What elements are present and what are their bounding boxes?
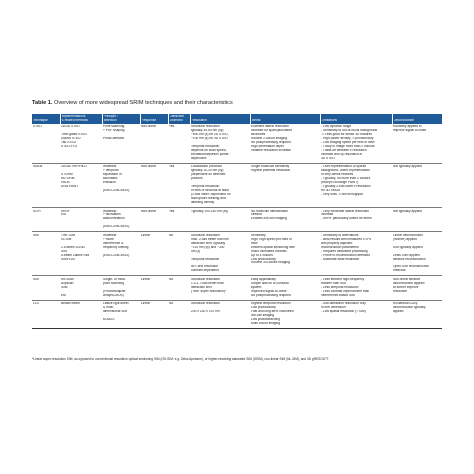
cell-line: dimensional SIM bbox=[103, 309, 128, 313]
cell-line: + fluctuation bbox=[103, 213, 121, 217]
cell-line: Time-gated STED bbox=[61, 133, 87, 137]
cell-line: Airyscan bbox=[61, 281, 74, 285]
cell-line: ~600 nm (z) for 2D STED, bbox=[191, 133, 229, 137]
cell-line: applied bbox=[393, 309, 404, 313]
cell-line: - Best results with measured OTFs bbox=[321, 237, 372, 241]
cell-line: Structural resolution bbox=[191, 233, 220, 237]
cell-line: Improved signal-to-noise bbox=[251, 289, 287, 293]
cell-line: (Wiener) applied bbox=[393, 237, 417, 241]
cell-line: SOFI bbox=[33, 209, 41, 213]
header-resolution bbox=[190, 114, 250, 124]
cell-deconvolution bbox=[392, 276, 442, 300]
cell-line: Linear bbox=[141, 277, 151, 281]
cell-line: High penetration depth bbox=[251, 145, 284, 149]
cell-line: dependent bbox=[191, 157, 207, 161]
cell-line: sCMOS bbox=[103, 317, 115, 321]
cell-implementations bbox=[60, 208, 102, 232]
cell-line: iSIM bbox=[61, 285, 68, 289]
cell-line: view bbox=[251, 241, 258, 245]
table-row bbox=[32, 208, 442, 232]
cell-line: - Sensitivity to aberrations bbox=[321, 233, 359, 237]
cell-line: deconvolution typically bbox=[393, 306, 426, 310]
cell-line: increase for spars/punctated bbox=[251, 129, 293, 133]
cell-line: much-increased contrast bbox=[251, 249, 287, 253]
cell-line: Structural resolution bbox=[191, 125, 220, 129]
cell-deconvolution bbox=[392, 300, 442, 328]
header-implementations bbox=[60, 114, 102, 124]
cell-line: - Low imaging speed per field of view bbox=[321, 141, 375, 145]
cell-line: Variable resolution increase bbox=[251, 149, 291, 153]
cell-line: iterative reconstruction bbox=[393, 257, 426, 261]
table-footnote: *Linear super-resolution SIM, as opposed to conventional resolution optical sectioning SIM (OS-SIM, e.g. Zeiss Apotome), or higher-resolving saturated SIM (SSIM), non-linear SIM (NL-SIM), and 3D gRESOLFT. bbox=[32, 357, 329, 361]
cell-line: Technique bbox=[33, 118, 48, 122]
cell-line: of tens of seconds at least bbox=[191, 189, 229, 193]
cell-line: - Less efficient high-frequency bbox=[321, 277, 365, 281]
header-limitations bbox=[320, 114, 392, 124]
cell-line: Richardson-Lucy bbox=[393, 302, 418, 306]
cell-line: - Tricky to image more than 2 colours bbox=[321, 145, 375, 149]
cell-line: live-cell imaging bbox=[251, 313, 275, 317]
cell-line: - Over-representation of sparse bbox=[321, 165, 367, 169]
cell-line: GI-SIM bbox=[61, 237, 72, 241]
cell-line: SIM bbox=[61, 249, 67, 253]
cell-line: SRRF bbox=[61, 209, 70, 213]
cell-line: Deconvolution bbox=[393, 118, 415, 122]
cell-line: detection bbox=[103, 118, 117, 122]
cell-line: Simple add-on to confocal bbox=[251, 281, 289, 285]
cell-line: Structural resolution bbox=[191, 302, 220, 306]
cell-line: frequency shifting bbox=[103, 245, 129, 249]
cell-line: - Typically, no more than 2 colours bbox=[321, 177, 371, 181]
cell-line: Highest temporal resolution bbox=[251, 302, 291, 306]
cell-technique bbox=[32, 300, 60, 328]
cell-response bbox=[140, 163, 168, 207]
table-row bbox=[32, 276, 442, 300]
cell-line: Point scanning bbox=[103, 125, 125, 129]
cell-merits bbox=[250, 300, 320, 328]
cell-line: - Low spatial resolution (≈ SIM) bbox=[321, 309, 366, 313]
cell-technique bbox=[32, 208, 60, 232]
cell-line: Single-molecule sensitivity bbox=[251, 165, 290, 169]
cell-technique bbox=[32, 276, 60, 300]
cell-diffraction bbox=[168, 208, 190, 232]
cell-line: Low phototoxicity bbox=[251, 306, 276, 310]
cell-line: unlimited bbox=[169, 118, 183, 122]
cell-line: Temporal resolution bbox=[191, 185, 220, 189]
cell-line: Non-linear bbox=[141, 209, 156, 213]
cell-line: Easy applicability bbox=[251, 277, 276, 281]
cell-line: max. 2-fold better than the bbox=[191, 237, 229, 241]
cell-line: improve signal to noise bbox=[393, 129, 427, 133]
cell-line: contrast dependent bbox=[191, 269, 219, 273]
cell-line: Non-linear iterative bbox=[393, 277, 421, 281]
cell-line: needed bbox=[251, 213, 262, 217]
cell-line: typically 10-20 nm (xy) bbox=[191, 169, 224, 173]
cell-line: (EMCCD/sCMOS) bbox=[103, 189, 130, 193]
cell-line: Yes bbox=[169, 165, 175, 169]
cell-line: SIM typically applied bbox=[393, 245, 423, 249]
cell-line: Temporal resolution bbox=[191, 257, 220, 261]
cell-line: 1.4-1.7-fold better than bbox=[191, 281, 224, 285]
cell-line: LLS bbox=[33, 302, 39, 306]
cell-line: of very dense features bbox=[321, 173, 354, 177]
cell-line: ESI bbox=[61, 213, 67, 217]
cell-diffraction bbox=[168, 232, 190, 276]
cell-line: Bessel beam bbox=[61, 302, 80, 306]
cell-line: array/sCMOS) bbox=[103, 293, 124, 297]
cell-line: diffraction limit bbox=[191, 285, 212, 289]
cell-principle bbox=[102, 232, 140, 276]
cell-line: No bbox=[169, 302, 174, 306]
cell-line: No bbox=[169, 277, 174, 281]
cell-line: - Typically 2-fold lower z resolution bbox=[321, 185, 371, 189]
cell-line: No bbox=[169, 233, 174, 237]
cell-line: Excellent lateral resolution bbox=[251, 125, 289, 129]
cell-line: Yes bbox=[169, 209, 175, 213]
cell-line: Response bbox=[141, 118, 157, 122]
cell-line: autocorrelation bbox=[103, 217, 125, 221]
cell-limitations bbox=[320, 163, 392, 207]
cell-line: Lattice light-sheet bbox=[103, 302, 129, 306]
cell-diffraction bbox=[168, 300, 190, 328]
cell-line: (2-fold lower: dependent on bbox=[191, 193, 231, 197]
cell-resolution bbox=[190, 208, 250, 232]
header-merits bbox=[250, 114, 320, 124]
cell-line: Multi-colour imaging bbox=[251, 321, 281, 325]
cell-line: Widefield bbox=[103, 233, 117, 237]
cell-line: Not typically applied bbox=[393, 165, 422, 169]
cell-line: Tau-STED bbox=[61, 141, 76, 145]
cell-line: nm (z) bbox=[191, 249, 201, 253]
cell-line: - Trade-off between z resolution bbox=[321, 149, 367, 153]
cell-implementations bbox=[60, 276, 102, 300]
cell-line: Re-Scan bbox=[61, 277, 74, 281]
cell-line: No postprocessing required bbox=[251, 293, 291, 297]
cell-line: Not typically applied bbox=[393, 209, 422, 213]
cell-technique bbox=[32, 163, 60, 207]
cell-line: (EMCCD/sCMOS) bbox=[103, 253, 130, 257]
cell-line: Localization precision bbox=[191, 165, 223, 169]
cell-line: background; under-representation bbox=[321, 169, 370, 173]
cell-line: Low phototoxicity bbox=[251, 257, 276, 261]
srim-techniques-table bbox=[32, 114, 443, 329]
cell-line: PALM bbox=[61, 181, 70, 185]
cell-line: - Requires dedicated processing bbox=[321, 249, 368, 253]
cell-line: STED bbox=[33, 125, 42, 129]
header-technique bbox=[32, 114, 60, 124]
cell-limitations bbox=[320, 208, 392, 232]
cell-line: (Photomultiplier bbox=[103, 289, 126, 293]
cell-diffraction bbox=[168, 163, 190, 207]
header-row bbox=[32, 114, 442, 124]
cell-line: point scanning bbox=[103, 281, 124, 285]
cell-line: 2D/3D/TIRF/HILO bbox=[61, 165, 87, 169]
cell-line: methods bbox=[393, 269, 406, 273]
cell-line: Photo-detector bbox=[103, 137, 125, 141]
cell-line: Routine 3/4-colour imaging bbox=[251, 261, 290, 265]
cell-line: 230 x 230 x 370 nm bbox=[191, 309, 220, 313]
caption-label: Table 1. bbox=[32, 100, 53, 106]
cell-line: STED-FCS bbox=[61, 145, 78, 149]
cell-line: Linear deconvolution bbox=[393, 233, 423, 237]
cell-line: -> Less good for dense 3D features bbox=[321, 133, 373, 137]
cell-line: typically 40-60 nm (xy) bbox=[191, 129, 224, 133]
header-response bbox=[140, 114, 168, 124]
header-diffraction bbox=[168, 114, 190, 124]
cell-line: Enables live-cell imaging bbox=[251, 217, 287, 221]
table-caption bbox=[32, 100, 233, 106]
cell-line: Widefield bbox=[103, 209, 117, 213]
cell-line: Temporal resolution bbox=[191, 145, 220, 149]
cell-line: deconvolution applied bbox=[393, 281, 425, 285]
cell-limitations bbox=[320, 232, 392, 276]
cell-merits bbox=[250, 124, 320, 164]
cell-line: interference & bbox=[103, 241, 124, 245]
cell-line: in one dimension bbox=[321, 306, 346, 310]
cell-deconvolution bbox=[392, 208, 442, 232]
cell-line: + PSF shaping bbox=[103, 129, 125, 133]
cell-line: 2D/3D STED bbox=[61, 125, 80, 129]
cell-line: Zeiss SIM² applies bbox=[393, 253, 420, 257]
cell-line: - Less temporal resolution bbox=[321, 285, 359, 289]
cell-line: Widefield bbox=[103, 165, 117, 169]
cell-line: system bbox=[251, 285, 262, 289]
cell-implementations bbox=[60, 300, 102, 328]
cell-line: SIMFLUX bbox=[61, 257, 76, 261]
cell-diffraction bbox=[168, 124, 190, 164]
cell-line: and properly adjusted bbox=[321, 241, 353, 245]
header-deconvolution bbox=[392, 114, 442, 124]
table-row bbox=[32, 300, 442, 328]
cell-line: stochastic bbox=[103, 177, 118, 181]
cell-line: Routinely applied to bbox=[393, 125, 422, 129]
cell-line: DNA-PAINT bbox=[61, 185, 79, 189]
cell-line: Low photobleaching bbox=[251, 317, 280, 321]
cell-resolution bbox=[190, 124, 250, 164]
cell-line: - SRRF particularly suited for fibres bbox=[321, 217, 372, 221]
cell-line: fluorophore blinking and bbox=[191, 197, 226, 201]
cell-technique bbox=[32, 124, 60, 164]
cell-line: EM bbox=[61, 293, 66, 297]
cell-line: (dependent on detected bbox=[191, 173, 226, 177]
cell-merits bbox=[250, 163, 320, 207]
table-row bbox=[32, 124, 442, 164]
cell-line: - Very slow -> low throughput bbox=[321, 193, 363, 197]
cell-resolution bbox=[190, 300, 250, 328]
cell-line: separation of bbox=[103, 173, 122, 177]
cell-limitations bbox=[320, 300, 392, 328]
cell-resolution bbox=[190, 232, 250, 276]
cell-merits bbox=[250, 208, 320, 232]
cell-line: ("soft" super-resolution)* bbox=[191, 289, 227, 293]
cell-deconvolution bbox=[392, 124, 442, 164]
cell-line: Routine 2-colour imaging bbox=[251, 137, 288, 141]
cell-line: - Sensitivity to out-of-focus background bbox=[321, 129, 378, 133]
cell-line: NH- and resolution bbox=[191, 265, 219, 269]
cell-line: Typically 100-150 nm (xy) bbox=[191, 209, 229, 213]
cell-line: increase and xy resolution in bbox=[321, 153, 363, 157]
cell-line: + moiré bbox=[103, 237, 114, 241]
cell-line: - Less contrast improvement than bbox=[321, 289, 370, 293]
cell-implementations bbox=[60, 124, 102, 164]
cell-response bbox=[140, 124, 168, 164]
cell-principle bbox=[102, 163, 140, 207]
cell-line: & multi- bbox=[103, 306, 115, 310]
cell-line: increase bbox=[321, 213, 334, 217]
cell-line: excitation/depletion power- bbox=[191, 153, 230, 157]
cell-line: Single- or multi- bbox=[103, 277, 126, 281]
cell-line: TIRF-SIM bbox=[61, 233, 76, 237]
cell-line: Merits bbox=[251, 118, 261, 122]
cell-response bbox=[140, 208, 168, 232]
cell-principle bbox=[102, 300, 140, 328]
cell-merits bbox=[250, 276, 320, 300]
cell-implementations bbox=[60, 163, 102, 207]
cell-limitations bbox=[320, 124, 392, 164]
cell-line: (EMCCD/sCMOS) bbox=[103, 225, 130, 229]
cell-line: Resolution bbox=[191, 118, 207, 122]
cell-line: - Only moderate lateral resolution bbox=[321, 209, 370, 213]
cell-line: 3D STED bbox=[321, 157, 335, 161]
cell-diffraction bbox=[168, 276, 190, 300]
cell-line: - High power density -> phototoxicity bbox=[321, 137, 374, 141]
cell-line: Open-SIM reconstruction bbox=[393, 265, 430, 269]
cell-line: photons bbox=[191, 177, 203, 181]
cell-response bbox=[140, 232, 168, 276]
cell-deconvolution bbox=[392, 232, 442, 276]
cell-line: Yes bbox=[169, 125, 175, 129]
cell-line: Structural resolution bbox=[191, 277, 220, 281]
cell-line: Implementations bbox=[61, 115, 86, 118]
cell-line: SMLM bbox=[33, 165, 43, 169]
cell-line: Limitations bbox=[321, 118, 338, 122]
cell-line: - Low dynamic range bbox=[321, 125, 352, 129]
cell-response bbox=[140, 276, 168, 300]
cell-line: + temporal bbox=[103, 169, 119, 173]
table-body bbox=[32, 124, 442, 328]
cell-line: Fast and long-term volumetric bbox=[251, 309, 294, 313]
cell-line: depends on scan speed, bbox=[191, 149, 227, 153]
cell-line: Sensitivity bbox=[251, 233, 266, 237]
cell-line: Non-linear bbox=[141, 125, 156, 129]
cell-line: High, high speed per-field of bbox=[251, 237, 292, 241]
cell-line: - Sub-diffraction resolution only bbox=[321, 302, 366, 306]
cell-line: reconstruction parameters bbox=[321, 245, 359, 249]
cell-line: - Prone to reconstruction artefacts bbox=[321, 253, 370, 257]
cell-line: & related methods bbox=[61, 118, 88, 122]
cell-line: Linear bbox=[141, 233, 151, 237]
cell-resolution bbox=[190, 276, 250, 300]
cell-line: Up to 4 colours bbox=[251, 253, 273, 257]
cell-deconvolution bbox=[392, 163, 442, 207]
cell-line: labelling density bbox=[191, 201, 215, 205]
cell-implementations bbox=[60, 232, 102, 276]
cell-limitations bbox=[320, 276, 392, 300]
cell-technique bbox=[32, 232, 60, 276]
cell-line: 5-beam Lattice SIM bbox=[61, 253, 90, 257]
cell-line: Principle / bbox=[103, 115, 118, 118]
cell-principle bbox=[102, 124, 140, 164]
cell-line: Efficient optical sectioning with bbox=[251, 245, 296, 249]
cell-line: Diffraction bbox=[169, 115, 185, 118]
cell-resolution bbox=[190, 163, 250, 207]
cell-line: transfer than SIM bbox=[321, 281, 346, 285]
cell-line: SIM bbox=[33, 233, 39, 237]
cell-line: ~110 nm (xy) and ~300 bbox=[191, 245, 225, 249]
cell-line: Linear bbox=[141, 302, 151, 306]
cell-line: resolution bbox=[393, 289, 408, 293]
table-header bbox=[32, 114, 442, 124]
cell-line: for 3D SMLM bbox=[321, 189, 341, 193]
cell-principle bbox=[102, 208, 140, 232]
table-row bbox=[32, 232, 442, 276]
cell-response bbox=[140, 300, 168, 328]
cell-principle bbox=[102, 276, 140, 300]
cell-line: (except Exchange PAINT) bbox=[321, 181, 359, 185]
header-principle bbox=[102, 114, 140, 124]
cell-line: to further improve bbox=[393, 285, 419, 289]
cell-line: dSTORM bbox=[61, 177, 75, 181]
cell-line: 2.5-beam 2D/3D bbox=[61, 245, 85, 249]
cell-merits bbox=[250, 232, 320, 276]
cell-line: interference-based SIM bbox=[321, 293, 355, 297]
cell-line: ISM bbox=[33, 277, 39, 281]
cell-line: No postprocessing required bbox=[251, 141, 291, 145]
cell-line: STORM bbox=[61, 173, 73, 177]
cell-line: - Moderate axial resolution bbox=[321, 257, 360, 261]
cell-line: diffraction limit, typically bbox=[191, 241, 226, 245]
cell-line: Non-linear bbox=[141, 165, 156, 169]
cell-line: structures bbox=[251, 133, 266, 137]
caption-title: Overview of more widespread SRIM techniques and their characteristics bbox=[53, 100, 233, 106]
cell-line: ~100 nm (z) for 3D STED bbox=[191, 137, 228, 141]
cell-line: No molecule identification bbox=[251, 209, 289, 213]
cell-line: Highest potential resolution bbox=[251, 169, 291, 173]
cell-line: DyMIN STED bbox=[61, 137, 81, 141]
cell-line: emission bbox=[103, 181, 116, 185]
table-row bbox=[32, 163, 442, 207]
